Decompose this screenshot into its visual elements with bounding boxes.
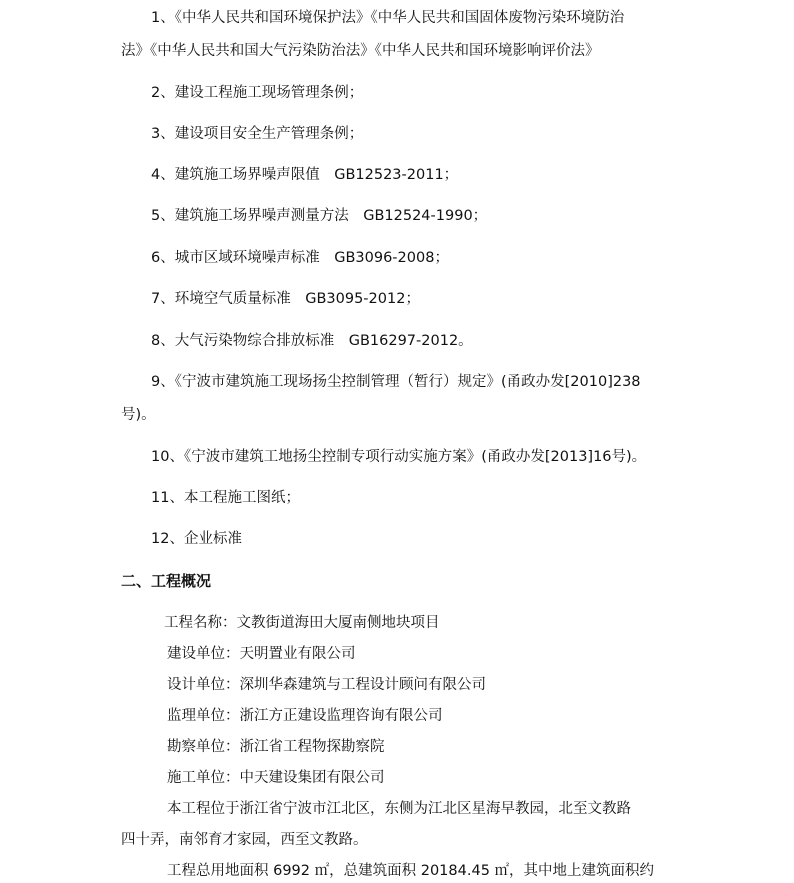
reference-item-11: 11、本工程施工图纸； xyxy=(151,490,300,506)
project-area-line-1: 工程总用地面积 6992 ㎡，总建筑面积 20184.45 ㎡，其中地上建筑面积约 xyxy=(167,863,655,879)
reference-item-1-line-2: 法》《中华人民共和国大气污染防治法》《中华人民共和国环境影响评价法》 xyxy=(121,43,600,59)
reference-item-12: 12、企业标准 xyxy=(151,531,242,547)
reference-item-3: 3、建设项目安全生产管理条例； xyxy=(151,126,364,142)
reference-item-7: 7、环境空气质量标准 GB3095-2012； xyxy=(151,291,420,307)
design-unit: 设计单位：深圳华森建筑与工程设计顾问有限公司 xyxy=(167,677,486,693)
reference-item-9-line-1: 9、《宁波市建筑施工现场扬尘控制管理（暂行）规定》(甬政办发[2010]238 xyxy=(151,374,641,390)
survey-unit: 勘察单位：浙江省工程物探勘察院 xyxy=(167,739,385,755)
developer-unit: 建设单位：天明置业有限公司 xyxy=(167,646,356,662)
reference-item-1-line-1: 1、《中华人民共和国环境保护法》《中华人民共和国固体废物污染环境防治 xyxy=(151,10,625,26)
project-name: 工程名称：文教街道海田大厦南侧地块项目 xyxy=(164,615,440,631)
reference-item-2: 2、建设工程施工现场管理条例； xyxy=(151,85,364,101)
section-heading-project-overview: 二、工程概况 xyxy=(121,572,212,590)
project-location-line-1: 本工程位于浙江省宁波市江北区，东侧为江北区星海早教园，北至文教路 xyxy=(167,801,631,817)
reference-item-9-line-2: 号)。 xyxy=(121,407,156,423)
project-location-line-2: 四十弄，南邻育才家园，西至文教路。 xyxy=(121,832,368,848)
reference-item-8: 8、大气污染物综合排放标准 GB16297-2012。 xyxy=(151,333,473,349)
construction-unit: 施工单位：中天建设集团有限公司 xyxy=(167,770,385,786)
reference-item-10: 10、《宁波市建筑工地扬尘控制专项行动实施方案》(甬政办发[2013]16号)。 xyxy=(151,449,647,465)
reference-item-5: 5、建筑施工场界噪声测量方法 GB12524-1990； xyxy=(151,208,488,224)
supervision-unit: 监理单位：浙江方正建设监理咨询有限公司 xyxy=(167,708,443,724)
reference-item-6: 6、城市区域环境噪声标准 GB3096-2008； xyxy=(151,250,449,266)
reference-item-4: 4、建筑施工场界噪声限值 GB12523-2011； xyxy=(151,167,459,183)
